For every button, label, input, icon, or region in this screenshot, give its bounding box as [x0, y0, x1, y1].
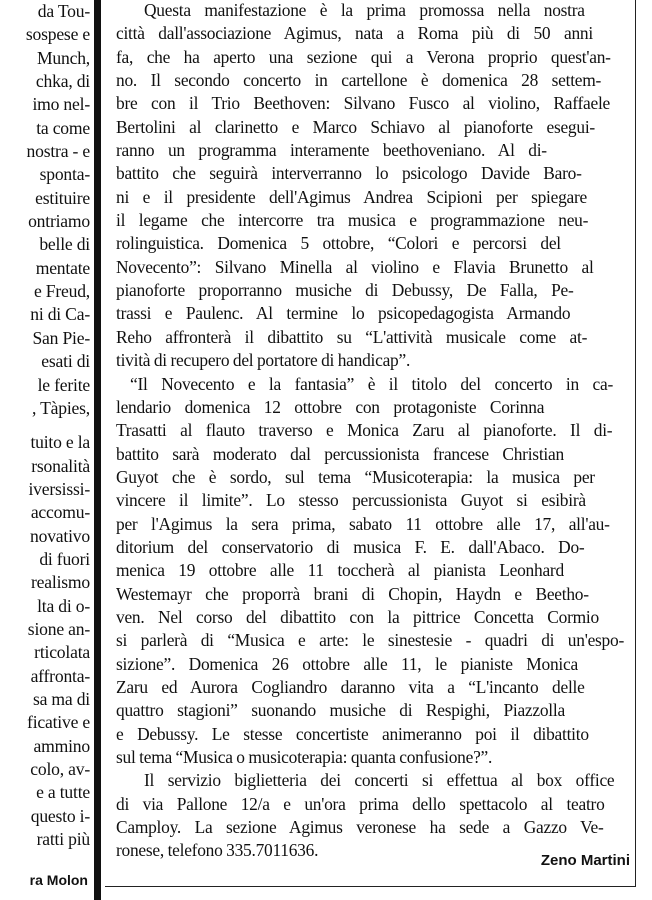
left-column-line: ficative e	[27, 712, 90, 733]
left-column-line: mentate	[35, 257, 90, 278]
article-line: vincere il limite”. Lo stesso percussionista Guyot si esibirà	[116, 490, 586, 511]
article-line: di via Pallone 12/a e un'ora prima dello spettacolo al teatro	[116, 793, 605, 814]
article-line: trassi e Paulenc. Al termine lo psicopedagogista Armando	[116, 303, 571, 324]
article-line: quattro stagioni” suonando musiche di Respighi, Piazzolla	[116, 700, 565, 721]
article-line: Reho affronterà il dibattito su “L'attività musicale come at-	[116, 326, 588, 347]
left-column-byline: ra Molon	[29, 872, 88, 888]
left-column-line: imo nel-	[32, 94, 90, 115]
article-line: ronese, telefono 335.7011636.	[116, 840, 319, 861]
article-line: pianoforte proporranno musiche di Debussy, De Falla, Pe-	[116, 280, 574, 301]
article-line: Il servizio biglietteria dei concerti si effettua al box office	[144, 770, 615, 791]
article-line: ranno un programma interamente beethoveniano. Al di-	[116, 140, 547, 161]
left-column-line: di fuori	[39, 548, 90, 569]
article-body	[116, 0, 624, 863]
article-line: Zaru ed Aurora Cogliandro daranno vita a “L'incanto delle	[116, 676, 585, 697]
left-column-line: nostra - e	[26, 141, 90, 162]
left-column-line: colo, av-	[30, 759, 90, 779]
left-column-line: questo i-	[30, 805, 90, 826]
left-column-line: ratti più	[36, 829, 90, 850]
article-line: ditorium del conservatorio di musica F. E. dall'Abaco. Do-	[116, 536, 585, 557]
left-column-line: San Pie-	[32, 327, 90, 348]
article-line: Bertolini al clarinetto e Marco Schiavo al pianoforte esegui-	[116, 116, 595, 137]
article-line: il legame che intercorre tra musica e programmazione neu-	[116, 210, 589, 231]
article-line: tività di recupero del portatore di handicap”.	[116, 350, 411, 371]
left-column-line: affronta-	[30, 665, 90, 686]
left-column-line: sospese e	[25, 24, 90, 45]
article-line: sul tema “Musica o musicoterapia: quanta confusione?”.	[116, 747, 493, 767]
article-line: ni e il presidente dell'Agimus Andrea Scipioni per spiegare	[116, 186, 588, 207]
article-line: battito che seguirà interverranno lo psicologo Davide Baro-	[116, 163, 582, 184]
left-column-line: sponta-	[39, 164, 90, 185]
left-column-line: e Freud,	[33, 281, 90, 302]
article-line: ven. Nel corso del dibattito con la pittrice Concetta Cormio	[116, 606, 599, 627]
article-line: “Il Novecento e la fantasia” è il titolo del concerto in ca-	[130, 373, 614, 394]
left-column-text	[0, 0, 90, 851]
left-column-line: sa ma di	[32, 688, 90, 709]
left-column-line: ni di Ca-	[30, 304, 90, 325]
article-line: battito sarà moderato dal percussionista francese Christian	[116, 443, 564, 464]
left-column-line: esati di	[41, 351, 90, 372]
left-column-line: , Tàpies,	[32, 397, 90, 418]
author-byline: Zeno Martini	[540, 852, 630, 869]
article-line: rolinguistica. Domenica 5 ottobre, “Colori e percorsi del	[116, 233, 561, 254]
left-column-line: chka, di	[35, 71, 90, 92]
left-column-line: realismo	[31, 572, 90, 593]
left-column-line: Munch,	[36, 47, 90, 68]
left-column-line: rsonalità	[31, 455, 90, 476]
left-column-line: ontriamo	[28, 211, 90, 232]
left-column-line: accomu-	[30, 502, 90, 523]
left-column-line: belle di	[39, 234, 90, 255]
article-line: no. Il secondo concerto in cartellone è domenica 28 settem-	[116, 70, 602, 91]
article-line: menica 19 ottobre alle 11 toccherà al pianista Leonhard	[116, 560, 564, 581]
article-line: Westemayr che proporrà brani di Chopin, Haydn e Beetho-	[116, 583, 589, 604]
article-line: Questa manifestazione è la prima promossa nella nostra	[144, 0, 585, 20]
article-line: Trasatti al flauto traverso e Monica Zaru al pianoforte. Il di-	[116, 420, 613, 441]
left-column-line: rticolata	[34, 642, 90, 663]
left-column-line: da Tou-	[37, 1, 90, 21]
article-line: sizione”. Domenica 26 ottobre alle 11, le pianiste Monica	[116, 653, 578, 674]
left-column-line: e a tutte	[36, 782, 90, 803]
article-line: lendario domenica 12 ottobre con protagoniste Corinna	[116, 396, 545, 417]
left-column-line: estituire	[35, 187, 90, 208]
left-column-fragment	[0, 0, 92, 900]
left-column-line: novativo	[30, 525, 90, 546]
article-line: e Debussy. Le stesse concertiste animeranno poi il dibattito	[116, 723, 589, 744]
left-column-line: tuito e la	[30, 432, 90, 453]
article-line: fa, che ha aperto una sezione qui a Verona proprio quest'an-	[116, 46, 611, 67]
column-divider-rule	[94, 0, 101, 900]
left-column-line: iversissi-	[28, 478, 90, 499]
left-column-line: ta come	[36, 117, 90, 138]
article-line: bre con il Trio Beethoven: Silvano Fusco al violino, Raffaele	[116, 93, 611, 114]
left-column-line: lta di o-	[37, 595, 90, 616]
article-line: città dall'associazione Agimus, nata a Roma più di 50 anni	[116, 23, 593, 44]
article-line: si parlerà di “Musica e arte: le sinestesie - quadri di un'espo-	[116, 630, 624, 651]
left-column-line: ammino	[33, 735, 90, 756]
left-column-line: sione an-	[27, 618, 90, 639]
article-line: per l'Agimus la sera prima, sabato 11 ottobre alle 17, all'au-	[116, 513, 610, 534]
left-column-line: le ferite	[37, 374, 90, 395]
article-line: Guyot che è sordo, sul tema “Musicoterapia: la musica per	[116, 466, 595, 487]
article-line: Novecento”: Silvano Minella al violino e Flavia Brunetto al	[116, 256, 594, 277]
article-line: Camploy. La sezione Agimus veronese ha sede a Gazzo Ve-	[116, 817, 604, 838]
